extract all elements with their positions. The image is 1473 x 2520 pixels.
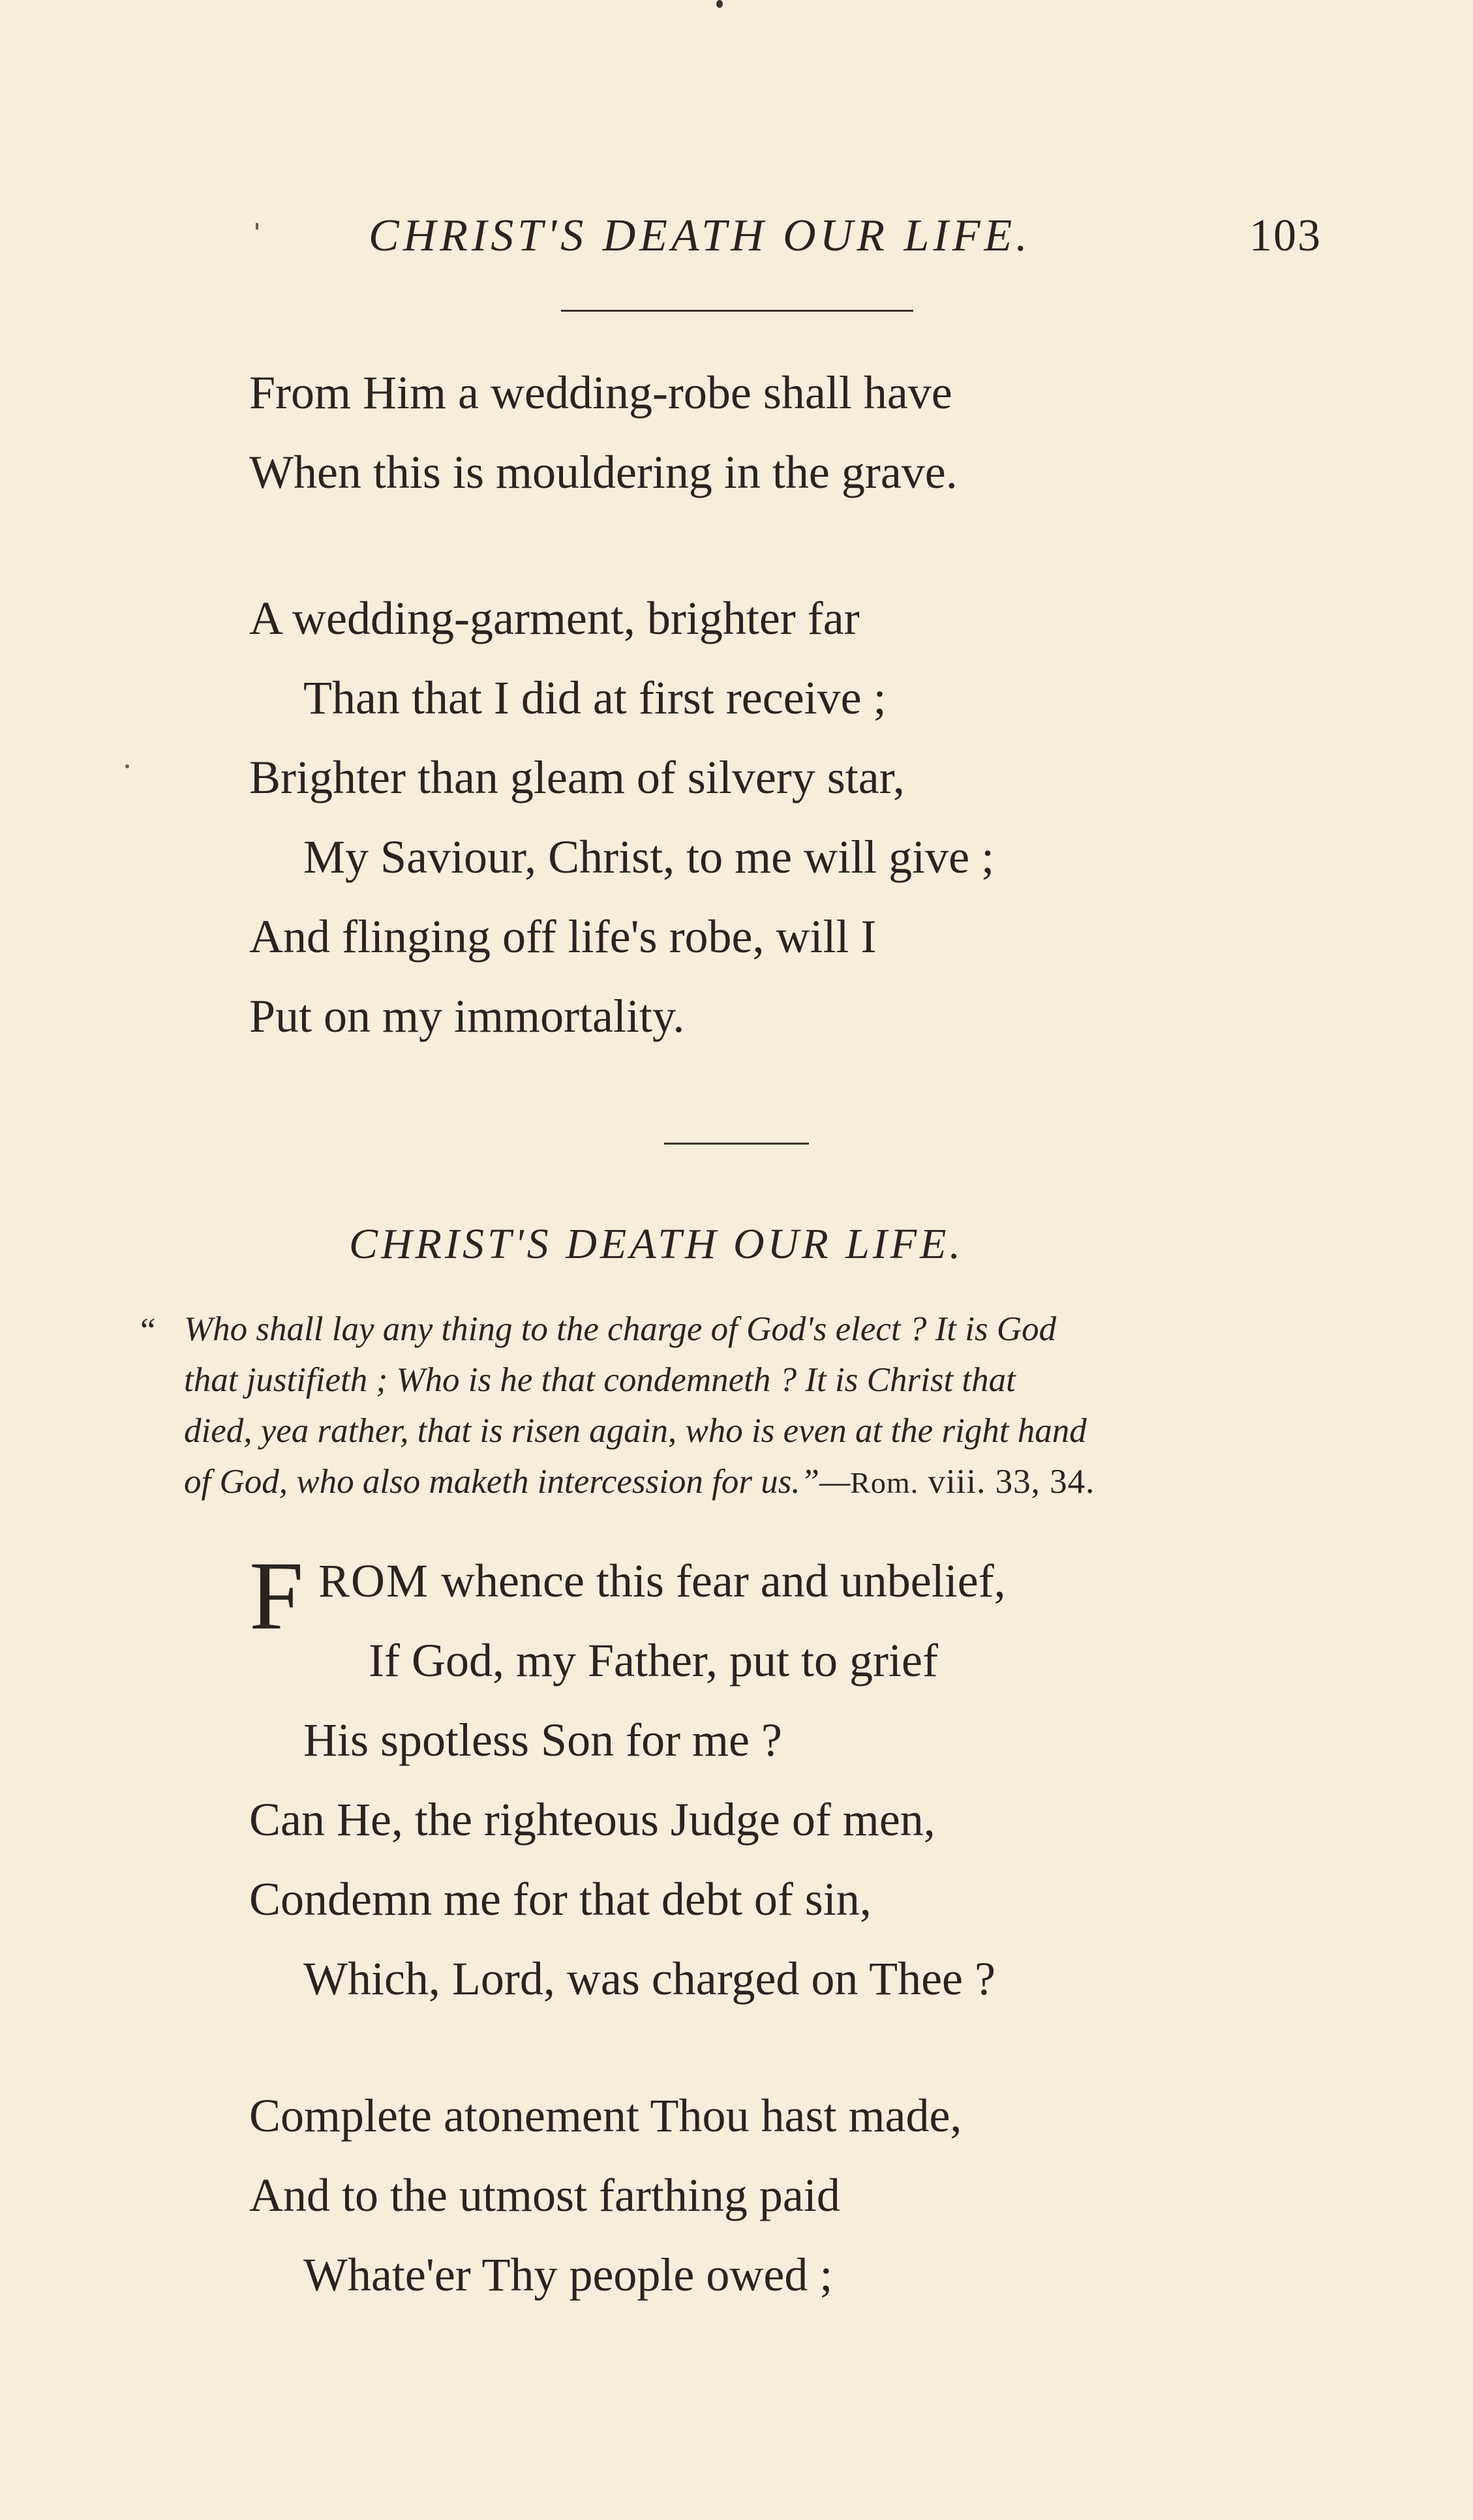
epigraph-line: died, yea rather, that is risen again, who is even at the right hand <box>184 1412 1087 1450</box>
first-word-caps: ROM <box>318 1555 430 1607</box>
drop-cap: F <box>249 1542 304 1650</box>
margin-mark <box>256 223 258 230</box>
epigraph-line: of God, who also maketh intercession for us.”— <box>184 1463 851 1501</box>
poem-line: A wedding-garment, brighter far <box>249 592 860 644</box>
reference-book: Rom. <box>850 1466 919 1499</box>
header-rule <box>561 310 913 312</box>
poem-line: Condemn me for that debt of sin, <box>249 1873 872 1925</box>
poem-line: Than that I did at first receive ; <box>303 672 887 724</box>
reference-verse: viii. 33, 34. <box>928 1463 1095 1501</box>
page-speck <box>716 0 723 8</box>
poem-line: Brighter than gleam of silvery star, <box>249 751 905 803</box>
poem-line: When this is mouldering in the grave. <box>249 446 958 498</box>
poem-line: Can He, the righteous Judge of men, <box>249 1793 935 1846</box>
poem-line: Whate'er Thy people owed ; <box>303 2249 833 2301</box>
epigraph-last-line <box>184 1465 1095 1499</box>
section-rule <box>664 1143 809 1145</box>
poem-line: His spotless Son for me ? <box>303 1714 782 1766</box>
poem-line: From Him a wedding-robe shall have <box>249 367 952 419</box>
scripture-reference <box>850 1463 1095 1501</box>
section-title: CHRIST'S DEATH OUR LIFE. <box>349 1220 964 1268</box>
poem-first-line <box>318 1555 1006 1607</box>
epigraph-line: that justifieth ; Who is he that condemneth ? It is Christ that <box>184 1361 1016 1399</box>
poem-line: And flinging off life's robe, will I <box>249 910 877 963</box>
poem-line: Put on my immortality. <box>249 990 685 1042</box>
first-line-rest: whence this fear and unbelief, <box>441 1555 1006 1607</box>
running-head: CHRIST'S DEATH OUR LIFE. <box>369 211 1031 261</box>
poem-line: And to the utmost farthing paid <box>249 2169 840 2221</box>
poem-line: My Saviour, Christ, to me will give ; <box>303 831 995 883</box>
page-number: 103 <box>1249 211 1322 261</box>
epigraph-open-quote: “ <box>140 1312 156 1349</box>
epigraph-line: Who shall lay any thing to the charge of God's elect ? It is God <box>184 1310 1057 1348</box>
poem-line: Complete atonement Thou hast made, <box>249 2090 962 2142</box>
margin-dot <box>125 764 129 768</box>
poem-line: Which, Lord, was charged on Thee ? <box>303 1953 995 2005</box>
poem-line: If God, my Father, put to grief <box>369 1634 938 1687</box>
